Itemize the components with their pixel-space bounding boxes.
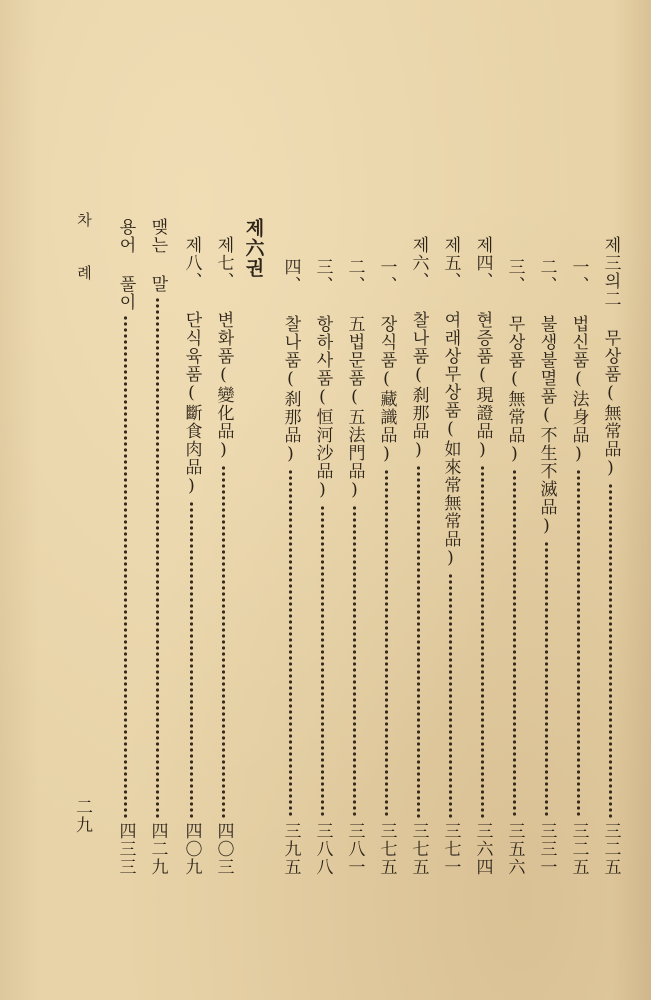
- toc-entry: [533, 258, 559, 876]
- entry-page: 三八八: [312, 822, 333, 876]
- dot-leader: [289, 469, 292, 818]
- dot-leader: [353, 505, 356, 818]
- entry-page: 三二五: [600, 822, 621, 876]
- dot-leader: [417, 465, 420, 818]
- entry-label: 三、 항하사품(恒河沙品): [312, 258, 333, 501]
- toc-entry: [469, 236, 495, 876]
- volume-heading-text: 제六권: [242, 218, 265, 278]
- toc-entry: [210, 236, 236, 876]
- dot-leader: [385, 469, 388, 818]
- entry-label: 二、 五법문품(五法門品): [344, 258, 365, 501]
- dot-leader: [190, 501, 193, 818]
- dot-leader: [609, 483, 612, 818]
- toc-entry: [341, 258, 367, 876]
- page-number: 二九: [72, 798, 92, 834]
- entry-page: 三七一: [440, 822, 461, 876]
- entry-page: 三七五: [408, 822, 429, 876]
- entry-label: 제七、 변화품(變化品): [213, 236, 234, 461]
- entry-page: 四〇三: [213, 822, 234, 876]
- dot-leader: [481, 465, 484, 818]
- dot-leader: [156, 297, 159, 818]
- entry-page: 四三三: [115, 822, 136, 876]
- entry-label: 제六、 찰나품(刹那品): [408, 236, 429, 461]
- toc-entry: [144, 218, 170, 876]
- entry-label: 一、 장식품(藏識品): [376, 258, 397, 465]
- entry-page: 三五六: [504, 822, 525, 876]
- entry-page: 三八一: [344, 822, 365, 876]
- dot-leader: [222, 465, 225, 818]
- toc-entry: [437, 236, 463, 876]
- entry-label: 二、 불생불멸품(不生不滅品): [536, 258, 557, 537]
- entry-page: 三七五: [376, 822, 397, 876]
- dot-leader: [124, 315, 127, 818]
- toc-entry: [309, 258, 335, 876]
- entry-page: 三三一: [536, 822, 557, 876]
- entry-label: 맺는 말: [147, 218, 168, 293]
- toc-entry: [277, 258, 303, 876]
- entry-label: 제四、 현증품(現證品): [472, 236, 493, 461]
- entry-label: 제五、 여래상무상품(如來常無常品): [440, 236, 461, 569]
- dot-leader: [577, 469, 580, 818]
- entry-page: 四〇九: [181, 822, 202, 876]
- running-head: 차 례: [75, 212, 93, 290]
- toc-entry: [597, 236, 623, 876]
- entry-label: 四、 찰나품(刹那品): [280, 258, 301, 465]
- toc-entry: [112, 218, 138, 876]
- entry-label: 제三의二 무상품(無常品): [600, 236, 621, 479]
- entry-label: 용어 풀이: [115, 218, 136, 311]
- entry-label: 三、 무상품(無常品): [504, 258, 525, 465]
- entry-label: 제八、 단식육품(斷食肉品): [181, 236, 202, 497]
- dot-leader: [321, 505, 324, 818]
- entry-label: 一、 법신품(法身品): [568, 258, 589, 465]
- toc-entry: [405, 236, 431, 876]
- toc-entry: [178, 236, 204, 876]
- entry-page: 三六四: [472, 822, 493, 876]
- dot-leader: [513, 469, 516, 818]
- toc-entry: [501, 258, 527, 876]
- dot-leader: [545, 541, 548, 818]
- entry-page: 四二九: [147, 822, 168, 876]
- entry-page: 三九五: [280, 822, 301, 876]
- volume-heading: [240, 218, 266, 298]
- toc-entry: [565, 258, 591, 876]
- entry-page: 三二五: [568, 822, 589, 876]
- toc-entry: [373, 258, 399, 876]
- dot-leader: [449, 573, 452, 818]
